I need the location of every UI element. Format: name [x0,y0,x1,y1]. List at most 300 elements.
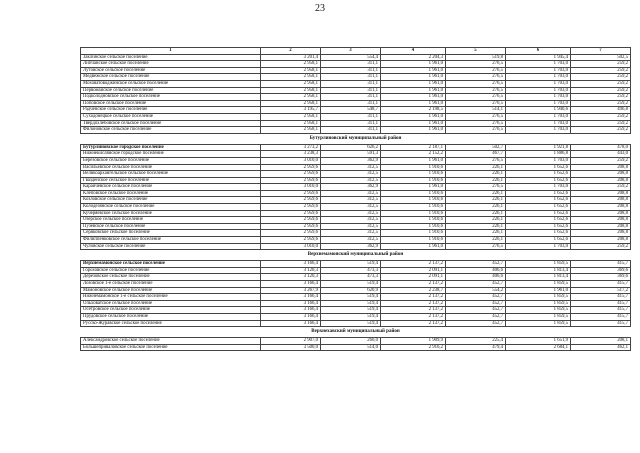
value-cell: 2 152,2 [381,151,446,158]
value-cell: 1 703,0 [506,67,571,74]
settlement-name: Лутовское сельское поселение [81,67,261,74]
value-cell: 1 703,0 [506,157,571,164]
value-cell: 1 703,0 [506,87,571,94]
table-row [81,67,631,74]
value-cell: 1 910,6 [381,217,446,224]
value-cell: 208,8 [571,164,631,171]
value-cell: 3 166,4 [261,294,321,301]
value-cell: 452,7 [446,320,506,327]
value-cell: 1 813,4 [506,274,571,281]
settlement-name: Васильевское сельское поселение [81,164,261,171]
table-row [81,177,631,184]
value-cell: 415,7 [571,294,631,301]
value-cell: 312,5 [321,190,381,197]
value-cell: 2 916,2 [381,344,446,351]
value-cell: 473,3 [321,274,381,281]
value-cell: 1 703,0 [506,61,571,68]
value-cell: 3 267,9 [261,287,321,294]
value-cell: 208,8 [571,177,631,184]
value-cell: 1 703,0 [506,243,571,250]
value-cell: 311,1 [321,87,381,94]
value-cell: 226,1 [446,197,506,204]
table-row [81,164,631,171]
value-cell: 3 273,2 [261,144,321,151]
value-cell: 276,5 [446,127,506,134]
value-cell: 259,2 [571,157,631,164]
value-cell: 259,2 [571,61,631,68]
value-cell: 312,5 [321,230,381,237]
value-cell: 1 703,0 [506,113,571,120]
district-title: Бутурлиновский муниципальный район [81,133,631,144]
value-cell: 3 120,3 [261,274,321,281]
settlement-name: Гвазденское сельское поселение [81,177,261,184]
table-row [81,144,631,151]
value-cell: 259,2 [571,113,631,120]
settlement-name: Подколодновское сельское поселение [81,94,261,101]
district-title: Верхнехавский муниципальный район [81,327,631,338]
value-cell: 406,6 [446,274,506,281]
value-cell: 1 703,0 [506,100,571,107]
value-cell: 2 204,3 [381,54,446,61]
value-cell: 1 859,5 [506,294,571,301]
value-cell: 2 958,1 [261,87,321,94]
value-cell: 1 652,6 [506,223,571,230]
value-cell: 226,1 [446,230,506,237]
value-cell: 369,6 [571,274,631,281]
value-cell: 3 201,4 [261,54,321,61]
settlement-name: Липчанское сельское поселение [81,61,261,68]
district-heading-row [81,133,631,144]
value-cell: 3 238,3 [261,151,321,158]
value-cell: 259,2 [571,243,631,250]
value-cell: 226,1 [446,237,506,244]
value-cell: 1 961,0 [381,80,446,87]
value-cell: 311,1 [321,120,381,127]
value-cell: 2 959,6 [261,223,321,230]
value-cell: 452,7 [446,261,506,268]
settlement-name: Твердохлебовское сельское поселение [81,120,261,127]
settlement-name: Козловское сельское поселение [81,197,261,204]
value-cell: 1 651,9 [506,338,571,345]
value-cell: 2 137,2 [381,261,446,268]
value-cell: 312,5 [321,171,381,178]
table-row [81,151,631,158]
value-cell: 276,5 [446,157,506,164]
table-row [81,287,631,294]
table-row [81,223,631,230]
value-cell: 226,1 [446,217,506,224]
table-row [81,210,631,217]
value-cell: 2 959,6 [261,230,321,237]
value-cell: 226,1 [446,210,506,217]
value-cell: 443,0 [571,151,631,158]
value-cell: 259,2 [571,74,631,81]
value-cell: 452,7 [446,313,506,320]
value-cell: 1 961,0 [381,74,446,81]
value-cell: 312,5 [321,164,381,171]
table-row [81,230,631,237]
value-cell: 2 958,1 [261,127,321,134]
value-cell: 3 195,7 [261,107,321,114]
value-cell: 1 859,5 [506,313,571,320]
value-cell: 259,2 [571,87,631,94]
value-cell: 2 091,1 [381,267,446,274]
value-cell: 3 010,0 [261,243,321,250]
value-cell: 2 958,1 [261,74,321,81]
settlement-name: Медвежское сельское поселение [81,74,261,81]
value-cell: 362,9 [321,243,381,250]
value-cell: 276,5 [446,113,506,120]
value-cell: 2 959,6 [261,237,321,244]
value-cell: 473,3 [321,267,381,274]
column-header: 4 [381,48,446,55]
value-cell: 1 961,0 [381,157,446,164]
budget-table [80,47,631,351]
value-cell: 311,1 [321,61,381,68]
value-cell: 208,1 [571,338,631,345]
value-cell: 208,8 [571,204,631,211]
value-cell: 1 652,6 [506,190,571,197]
value-cell: 1 910,6 [381,190,446,197]
value-cell: 1 652,6 [506,197,571,204]
settlement-name: Радченское сельское поселение [81,107,261,114]
column-header: 2 [261,48,321,55]
table-row [81,300,631,307]
value-cell: 1 652,6 [506,204,571,211]
value-cell: 1 703,0 [506,80,571,87]
value-cell: 1 703,0 [506,184,571,191]
table-row [81,184,631,191]
value-cell: 208,8 [571,237,631,244]
value-cell: 415,7 [571,281,631,288]
value-cell: 548,7 [321,107,381,114]
value-cell: 259,2 [571,100,631,107]
table-row [81,107,631,114]
table-row [81,313,631,320]
value-cell: 2 238,7 [381,287,446,294]
value-cell: 1 703,0 [506,127,571,134]
value-cell: 519,4 [321,300,381,307]
value-cell: 1 961,0 [381,61,446,68]
value-cell: 208,8 [571,230,631,237]
value-cell: 259,2 [571,94,631,101]
settlement-name: Филиппенковское сельское поселение [81,237,261,244]
value-cell: 1 652,6 [506,230,571,237]
value-cell: 626,2 [321,144,381,151]
value-cell: 1 961,0 [381,94,446,101]
settlement-name: Ольховатское сельское поселение [81,300,261,307]
column-header: 3 [321,48,381,55]
value-cell: 502,7 [446,144,506,151]
settlement-name: Карайчевское сельское поселение [81,184,261,191]
table-row [81,281,631,288]
value-cell: 3 500,0 [261,344,321,351]
column-header: 5 [446,48,506,55]
value-cell: 1 961,0 [381,120,446,127]
value-cell: 311,1 [321,67,381,74]
value-cell: 226,1 [446,223,506,230]
value-cell: 2 959,6 [261,217,321,224]
table-row [81,61,631,68]
value-cell: 415,7 [571,320,631,327]
value-cell: 1 859,5 [506,300,571,307]
value-cell: 519,8 [446,54,506,61]
header-row [81,48,631,55]
table-row [81,204,631,211]
value-cell: 3 166,4 [261,307,321,314]
table-row [81,171,631,178]
value-cell: 2 959,6 [261,177,321,184]
value-cell: 276,5 [446,184,506,191]
value-cell: 519,4 [321,294,381,301]
value-cell: 208,8 [571,210,631,217]
value-cell: 2 959,6 [261,210,321,217]
value-cell: 415,7 [571,261,631,268]
table-row [81,87,631,94]
value-cell: 415,7 [571,307,631,314]
value-cell: 276,5 [446,243,506,250]
value-cell: 2 198,5 [381,107,446,114]
settlement-name: Мамоновское сельское поселение [81,287,261,294]
value-cell: 311,1 [321,100,381,107]
table-row [81,243,631,250]
table-row [81,190,631,197]
value-cell: 467,7 [446,151,506,158]
value-cell: 2 137,2 [381,313,446,320]
value-cell: 2 091,1 [381,274,446,281]
value-cell: 311,1 [321,80,381,87]
value-cell: 2 958,1 [261,100,321,107]
value-cell: 312,5 [321,204,381,211]
table-row [81,100,631,107]
value-cell: 406,6 [446,267,506,274]
value-cell: 2 137,2 [381,300,446,307]
value-cell: 3 120,3 [261,267,321,274]
value-cell: 2 187,1 [381,144,446,151]
value-cell: 502,5 [571,54,631,61]
value-cell: 496,8 [571,107,631,114]
table-row [81,217,631,224]
value-cell: 208,8 [571,217,631,224]
value-cell: 312,5 [321,177,381,184]
settlement-name: Осетровское сельское поселение [81,307,261,314]
value-cell: 1 910,6 [381,171,446,178]
value-cell: 1 910,6 [381,223,446,230]
value-cell: 311,1 [321,94,381,101]
table-row [81,127,631,134]
table-row [81,54,631,61]
value-cell: 452,7 [446,307,506,314]
settlement-name: Большеприваловское сельское поселение [81,344,261,351]
value-cell: 259,2 [571,184,631,191]
value-cell: 208,8 [571,197,631,204]
value-cell: 2 137,2 [381,281,446,288]
value-cell: 1 961,0 [381,184,446,191]
value-cell: 225,4 [446,338,506,345]
value-cell: 259,2 [571,80,631,87]
value-cell: 554,2 [446,287,506,294]
value-cell: 1 910,6 [381,210,446,217]
settlement-name: Клеповское сельское поселение [81,190,261,197]
value-cell: 1 652,6 [506,177,571,184]
value-cell: 452,7 [446,294,506,301]
value-cell: 1 652,6 [506,164,571,171]
settlement-name: Колодезянское сельское поселение [81,204,261,211]
settlement-name: Филоновское сельское поселение [81,127,261,134]
value-cell: 2 958,1 [261,67,321,74]
value-cell: 226,1 [446,164,506,171]
value-cell: 519,4 [321,307,381,314]
table-row [81,344,631,351]
value-cell: 1 945,4 [506,54,571,61]
value-cell: 226,1 [446,204,506,211]
table-row [81,197,631,204]
settlement-name: Моховатоводжинское сельское поселение [81,80,261,87]
district-heading-row [81,327,631,338]
value-cell: 452,7 [446,281,506,288]
value-cell: 3 166,4 [261,300,321,307]
value-cell: 415,7 [571,313,631,320]
value-cell: 519,4 [321,261,381,268]
value-cell: 276,5 [446,67,506,74]
value-cell: 1 652,6 [506,217,571,224]
value-cell: 478,0 [571,144,631,151]
value-cell: 208,8 [571,223,631,230]
value-cell: 276,5 [446,61,506,68]
table-row [81,294,631,301]
value-cell: 1 859,5 [506,320,571,327]
column-header: 1 [81,48,261,55]
value-cell: 620,9 [321,287,381,294]
value-cell: 1 859,5 [506,281,571,288]
value-cell: 1 910,6 [381,177,446,184]
value-cell: 1 813,4 [506,267,571,274]
value-cell: 1 652,6 [506,210,571,217]
value-cell: 2 958,1 [261,113,321,120]
settlement-name: Первомайское сельское поселение [81,87,261,94]
value-cell: 1 859,5 [506,307,571,314]
value-cell: 1 961,0 [506,287,571,294]
value-cell: 554,4 [321,54,381,61]
settlement-name: Кучеряевское сельское поселение [81,210,261,217]
value-cell: 514,0 [321,344,381,351]
table-row [81,113,631,120]
value-cell: 415,7 [571,300,631,307]
value-cell: 1 961,0 [381,243,446,250]
value-cell: 479,4 [446,344,506,351]
table-row [81,320,631,327]
table-row [81,120,631,127]
settlement-name: Александровское сельское поселение [81,338,261,345]
value-cell: 2 959,6 [261,164,321,171]
settlement-name: Гороховское сельское поселение [81,267,261,274]
value-cell: 1 703,0 [506,94,571,101]
value-cell: 1 961,0 [381,100,446,107]
table-row [81,94,631,101]
table-row [81,338,631,345]
value-cell: 312,5 [321,217,381,224]
value-cell: 2 684,1 [506,344,571,351]
value-cell: 3 010,0 [261,157,321,164]
value-cell: 2 959,6 [261,204,321,211]
value-cell: 519,4 [321,313,381,320]
value-cell: 208,8 [571,190,631,197]
value-cell: 1 652,6 [506,171,571,178]
value-cell: 2 137,2 [381,307,446,314]
value-cell: 226,1 [446,177,506,184]
value-cell: 226,1 [446,171,506,178]
value-cell: 276,5 [446,87,506,94]
table-row [81,307,631,314]
value-cell: 369,6 [571,267,631,274]
value-cell: 3 166,4 [261,320,321,327]
settlement-name: Нижнемамонское 1-е сельское поселение [81,294,261,301]
settlement-name: Поповское сельское поселение [81,100,261,107]
settlement-name: Дерезовское сельское поселение [81,274,261,281]
value-cell: 1 961,0 [381,87,446,94]
value-cell: 259,2 [571,120,631,127]
value-cell: 260,0 [321,338,381,345]
value-cell: 2 959,6 [261,190,321,197]
value-cell: 1 961,0 [381,67,446,74]
table-row [81,80,631,87]
settlement-name: Лозовское 1-е сельское поселение [81,281,261,288]
value-cell: 462,1 [571,344,631,351]
value-cell: 517,2 [571,287,631,294]
value-cell: 1 910,6 [381,230,446,237]
value-cell: 2 958,1 [261,80,321,87]
value-cell: 362,9 [321,184,381,191]
settlement-name: Великоархангельское сельское поселение [81,171,261,178]
value-cell: 2 958,1 [261,94,321,101]
value-cell: 1 910,6 [381,197,446,204]
table-row [81,261,631,268]
value-cell: 2 907,0 [261,338,321,345]
settlement-name: Серяковское сельское поселение [81,230,261,237]
value-cell: 1 910,6 [381,237,446,244]
value-cell: 1 961,0 [381,127,446,134]
settlement-name: Суходонецкое сельское поселение [81,113,261,120]
value-cell: 276,5 [446,74,506,81]
value-cell: 276,5 [446,80,506,87]
value-cell: 362,9 [321,157,381,164]
value-cell: 3 166,4 [261,281,321,288]
settlement-name: Прудовское сельское поселение [81,313,261,320]
settlement-name: Бутурлиновское городское поселение [81,144,261,151]
value-cell: 1 940,6 [506,107,571,114]
settlement-name: Пузевское сельское поселение [81,223,261,230]
settlement-name: Озерское сельское поселение [81,217,261,224]
value-cell: 1 921,8 [506,144,571,151]
value-cell: 591,3 [321,151,381,158]
value-cell: 276,5 [446,120,506,127]
value-cell: 1 909,9 [381,338,446,345]
settlement-name: Верхнемамонское сельское поселение [81,261,261,268]
settlement-name: Березовское сельское поселение [81,157,261,164]
table-row [81,267,631,274]
column-header: 6 [506,48,571,55]
value-cell: 1 910,6 [381,204,446,211]
value-cell: 1 886,8 [506,151,571,158]
table-body [81,54,631,351]
value-cell: 1 910,6 [381,164,446,171]
value-cell: 1 652,6 [506,237,571,244]
district-heading-row [81,250,631,261]
value-cell: 2 958,1 [261,120,321,127]
value-cell: 311,1 [321,127,381,134]
value-cell: 1 703,0 [506,120,571,127]
district-title: Верхнемамонский муниципальный район [81,250,631,261]
